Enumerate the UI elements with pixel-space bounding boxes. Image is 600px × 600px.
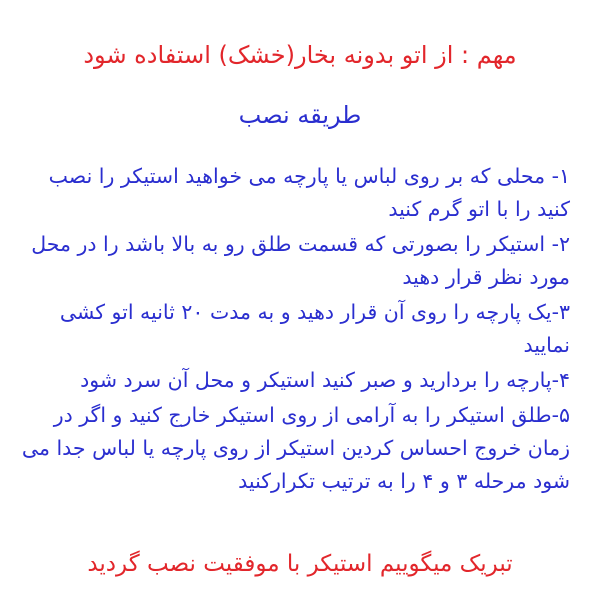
warning-text: مهم : از اتو بدونه بخار(خشک) استفاده شود — [83, 41, 517, 69]
step-item: ۲- استیکر را بصورتی که قسمت طلق رو به بالا باشد را در محل مورد نظر قرار دهید — [31, 232, 570, 289]
step-item: ۱- محلی که بر روی لباس یا پارچه می خواهید استیکر را نصب کنید را با اتو گرم کنید — [48, 164, 570, 221]
installation-heading: طریقه نصب — [238, 101, 362, 129]
step-item: ۴-پارچه را بردارید و صبر کنید استیکر و محل آن سرد شود — [80, 368, 570, 392]
step-item: ۵-طلق استیکر را به آرامی از روی استیکر خارج کنید و اگر در زمان خروج احساس کردین استیکر از روی پارچه یا لباس جدا می شود مرحله ۳ و ۴ را به ترتیب تکرارکنید — [21, 403, 570, 493]
step-item: ۳-یک پارچه را روی آن قرار دهید و به مدت ۲۰ ثانیه اتو کشی نمایید — [59, 300, 570, 357]
steps-list — [18, 160, 570, 500]
closing-message: تبریک میگوییم استیکر با موفقیت نصب گردید — [87, 551, 513, 577]
